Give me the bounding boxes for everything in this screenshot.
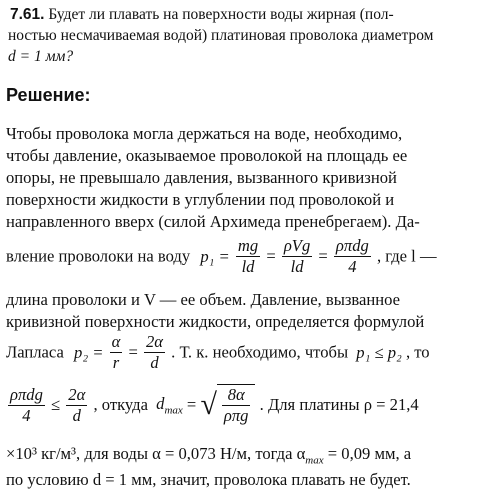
problem-line-2: ностью несмачиваемая водой) платиновая проволока диаметром	[8, 27, 434, 44]
problem-number: 7.61.	[10, 6, 45, 23]
eq1-suffix: , где l —	[376, 246, 437, 266]
dmax-subscript: max	[164, 404, 183, 417]
fraction-numerator: ρπdg	[335, 236, 369, 255]
solution-line-5: направленного вверх (силой Архимеда пренебрегаем). Да-	[6, 212, 420, 231]
condition-p1-le-p2: p₁ ≤ p₂	[356, 342, 402, 362]
eq1-prefix: вление проволоки на воду	[6, 246, 191, 266]
fraction-rhoVg-ld	[282, 236, 312, 277]
alpha-max-subscript: max	[305, 454, 324, 467]
fraction-numerator: 2α	[145, 332, 163, 351]
solution-line-1: Чтобы проволока могла держаться на воде, необходимо,	[6, 124, 403, 143]
le-sign: ≤	[51, 395, 61, 414]
fraction-rhopidg-4	[334, 236, 371, 277]
solution-line-4: поверхности жидкости в углублении под проволокой и	[6, 190, 395, 209]
solution-line-11	[6, 444, 411, 466]
equals-sign: =	[186, 395, 197, 414]
fraction-denominator: d	[66, 405, 87, 426]
eq3-mid: , откуда	[93, 395, 148, 414]
radical-sign: √	[200, 388, 217, 421]
equals-sign: =	[266, 246, 276, 266]
solution-line-7: длина проволоки и V — ее объем. Давление, вызванное	[6, 290, 401, 309]
solution-line-8: кривизной поверхности жидкости, определяется формулой	[6, 312, 425, 331]
fraction-rhopidg-4-ineq	[8, 385, 45, 426]
fraction-denominator: r	[110, 352, 123, 373]
fraction-numerator: 2α	[68, 384, 86, 404]
fraction-numerator: ρπdg	[10, 384, 43, 404]
solution-heading: Решение:	[6, 85, 91, 105]
equation-line-3	[6, 384, 419, 426]
fraction-denominator: ld	[282, 256, 312, 277]
solution-line-12: по условию d = 1 мм, значит, проволока плавать не будет.	[6, 470, 411, 489]
equals-sign: =	[128, 342, 138, 362]
fraction-8alpha-rhopig	[222, 385, 251, 426]
fraction-denominator: 4	[8, 405, 45, 426]
fraction-2alpha-d	[144, 332, 165, 373]
fraction-denominator: d	[144, 352, 165, 373]
fraction-alpha-r	[110, 332, 123, 373]
dmax-label	[156, 393, 183, 417]
line11-end: = 0,09 мм, а	[323, 444, 412, 463]
equation-line-2	[6, 332, 430, 373]
fraction-numerator: 8α	[227, 385, 245, 404]
fraction-numerator: ρVg	[283, 236, 311, 255]
dmax-symbol: d	[156, 393, 165, 413]
line11-text: ×10³ кг/м³, для воды α = 0,073 Н/м, тогда α	[6, 444, 306, 463]
p2-label: p₂ =	[74, 342, 104, 362]
fraction-mg-ld	[236, 236, 260, 277]
fraction-2alpha-d-ineq	[66, 385, 87, 426]
sqrt-radicand	[217, 384, 256, 426]
sqrt-expression	[200, 384, 255, 426]
fraction-denominator: ρπg	[223, 406, 249, 425]
equation-line-1	[6, 236, 437, 277]
problem-text-1: Будет ли плавать на поверхности воды жирная (пол-	[48, 6, 394, 23]
p1-label: p₁ =	[200, 246, 230, 266]
eq3-suffix: . Для платины ρ = 21,4	[259, 395, 419, 414]
problem-line-1	[10, 6, 394, 24]
fraction-numerator: α	[111, 332, 121, 351]
fraction-denominator: ld	[236, 256, 260, 277]
fraction-denominator: 4	[334, 256, 371, 277]
eq2-prefix: Лапласа	[6, 342, 64, 362]
eq2-end: , то	[405, 342, 430, 362]
problem-line-3: d = 1 мм?	[8, 48, 74, 65]
solution-line-3: опоры, не превышало давления, вызванного кривизной	[6, 168, 397, 187]
fraction-numerator: mg	[237, 236, 259, 255]
equals-sign: =	[318, 246, 328, 266]
solution-line-2: чтобы давление, оказываемое проволокой на площадь ее	[6, 146, 408, 165]
eq2-suffix: . Т. к. необходимо, чтобы	[171, 342, 349, 362]
